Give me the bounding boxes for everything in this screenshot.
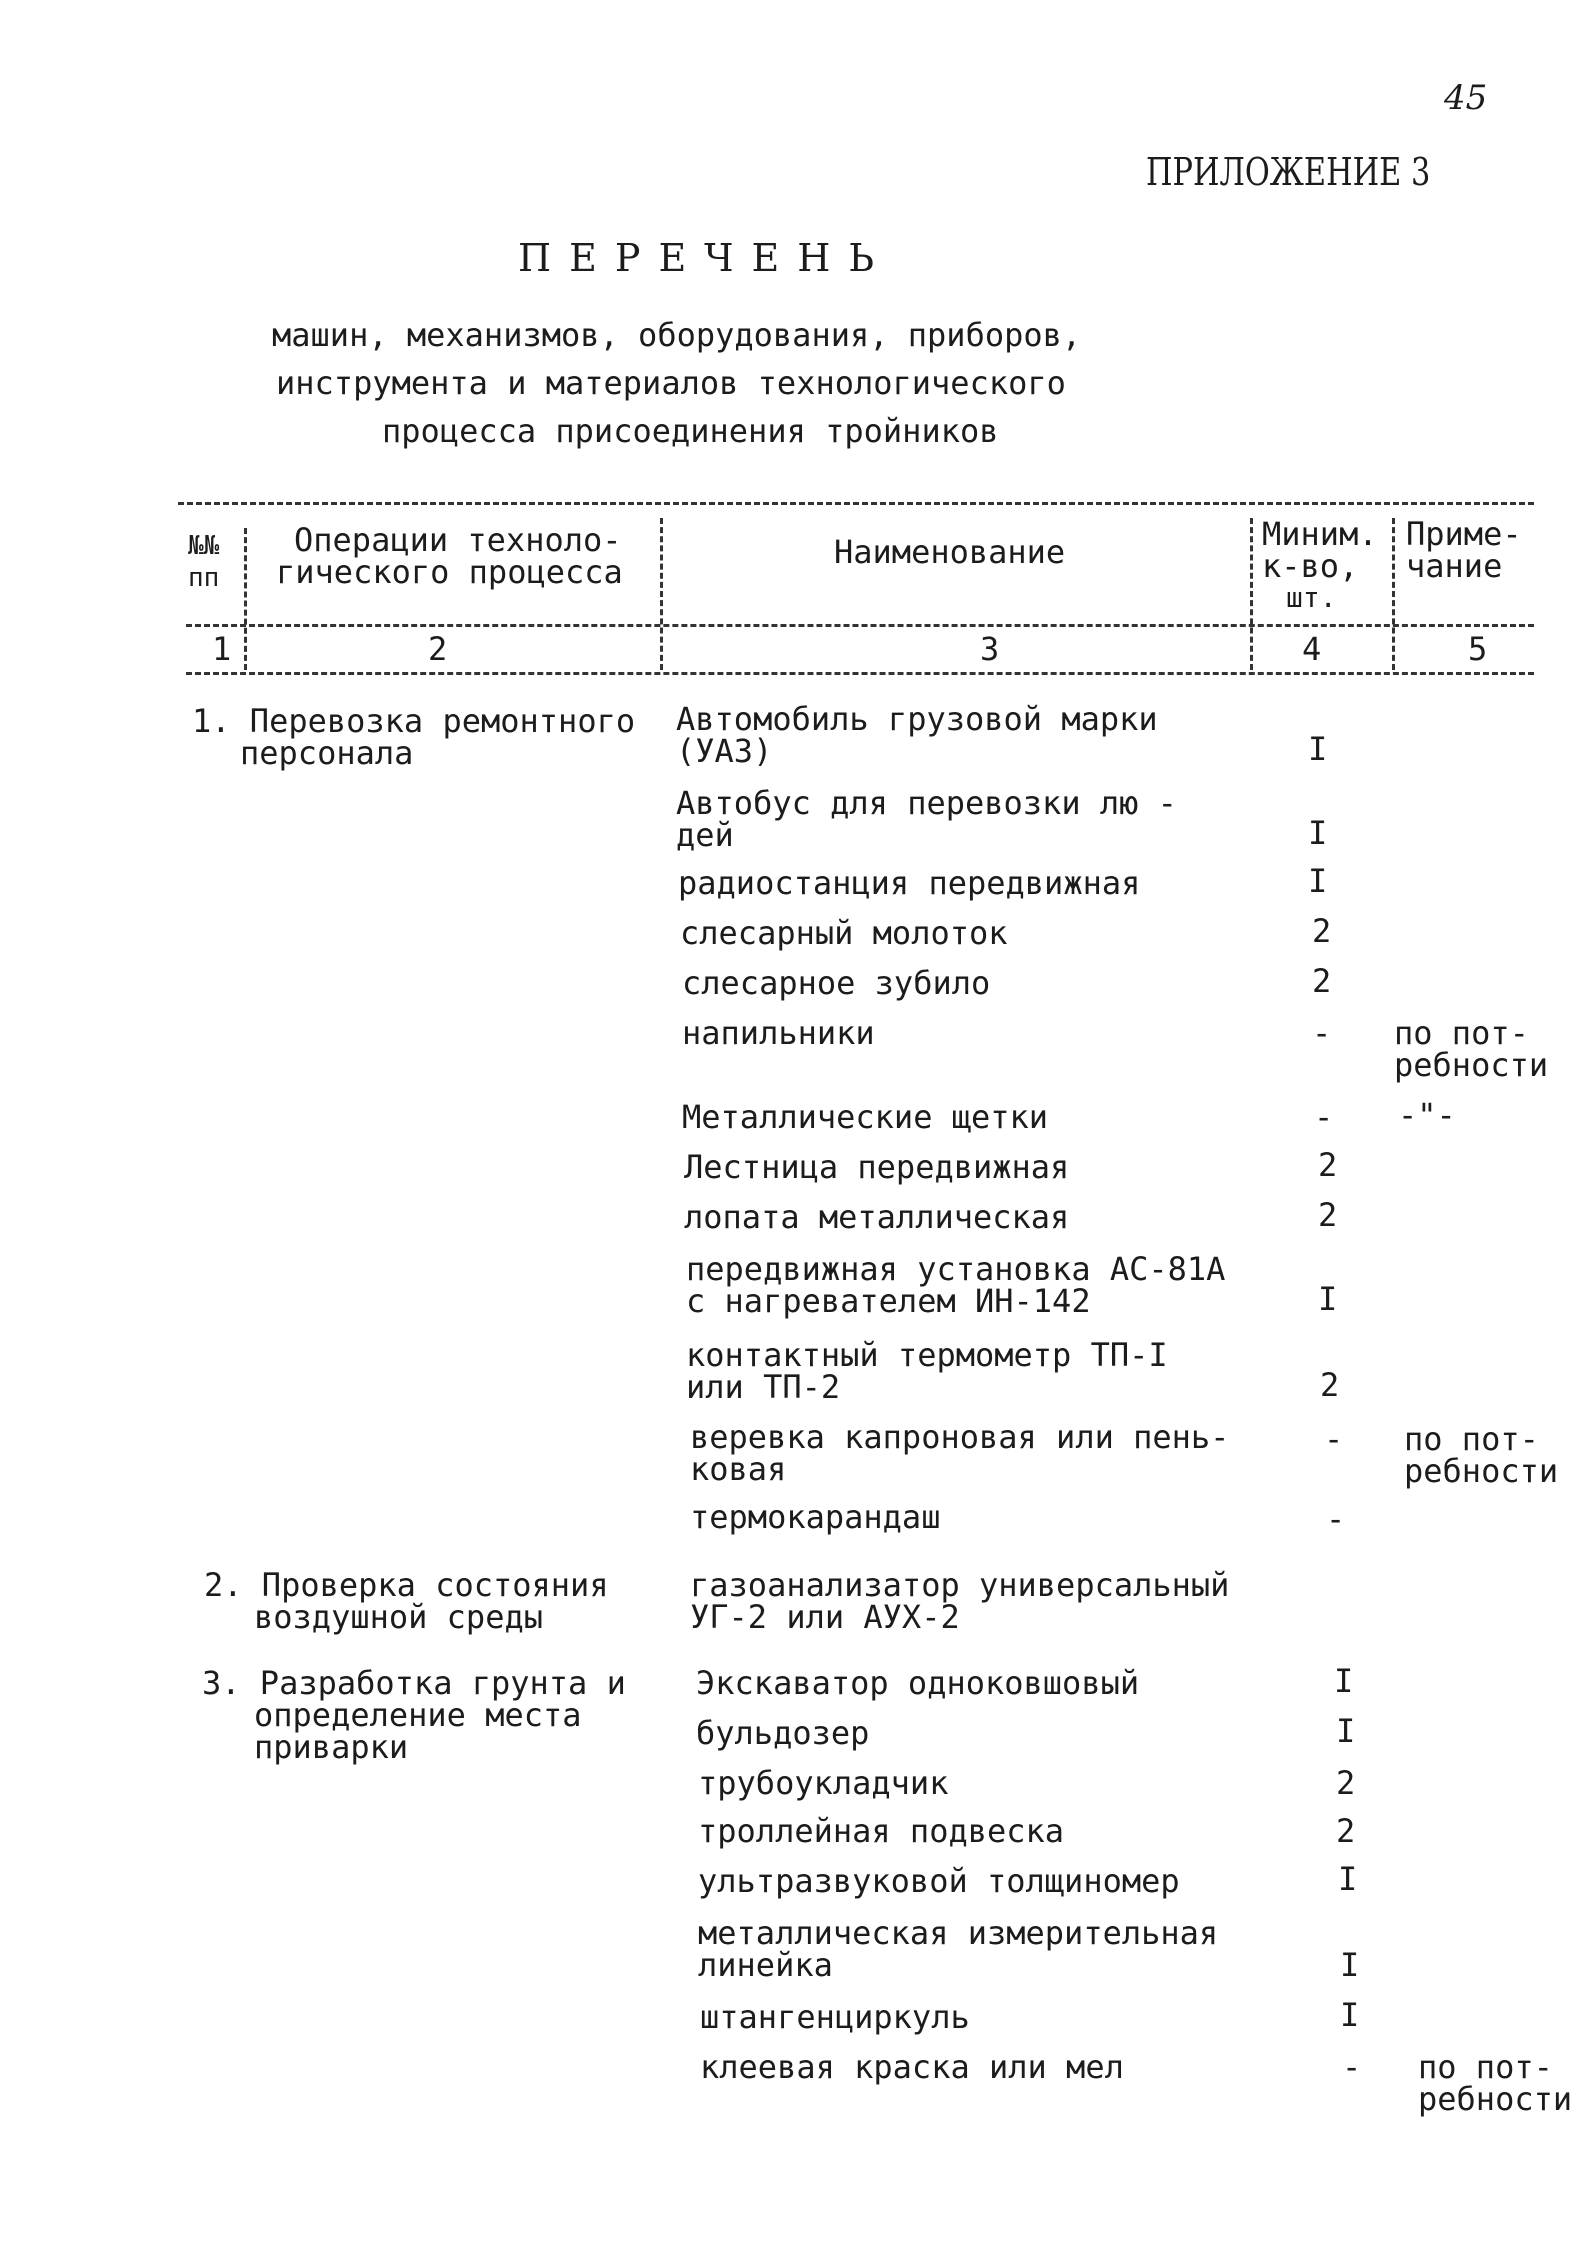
row-22-note-line2: ребности <box>1418 2080 1573 2118</box>
row-6-name: напильники <box>682 1014 875 1052</box>
row-18-name: троллейная подвеска <box>698 1812 1065 1850</box>
header-col4-line1: Миним. <box>1262 515 1378 553</box>
row-16-name: бульдозер <box>696 1714 870 1752</box>
header-col1-line2: пп <box>188 563 220 593</box>
row-16-qty: I <box>1336 1712 1356 1750</box>
document-title: ПЕРЕЧЕНЬ <box>518 236 893 280</box>
row-22-name: клеевая краска или мел <box>700 2048 1124 2086</box>
row-12-name-line1: веревка капроновая или пень- <box>690 1418 1230 1456</box>
header-col5-line2: чание <box>1406 547 1503 585</box>
row-15-qty: I <box>1334 1662 1354 1700</box>
header-col4-line3: шт. <box>1286 581 1337 614</box>
row-2-name-line2: дей <box>676 816 734 854</box>
subtitle-line-1: машин, механизмов, оборудования, приборов, <box>272 316 1082 354</box>
column-number-rule <box>186 672 1534 675</box>
header-col2-line1: Операции техноло- <box>294 521 622 559</box>
row-5-qty: 2 <box>1312 962 1332 1000</box>
row-1-name-line2: (УАЗ) <box>676 732 773 770</box>
row-4-name: слесарный молоток <box>680 914 1008 952</box>
row-22-qty: - <box>1342 2048 1362 2086</box>
row-8-qty: 2 <box>1318 1146 1338 1184</box>
header-divider-rule <box>186 624 1534 627</box>
row-20-name-line1: металлическая измерительная <box>698 1914 1219 1952</box>
column-number-3: 3 <box>980 630 1000 668</box>
row-8-name: Лестница передвижная <box>684 1148 1070 1186</box>
row-6-note-line2: ребности <box>1394 1046 1549 1084</box>
subtitle-line-2: инструмента и материалов технологического <box>276 364 1066 402</box>
row-3-qty: I <box>1308 862 1328 900</box>
header-separator-3 <box>1250 518 1253 670</box>
row-21-name: штангенциркуль <box>700 1998 970 2036</box>
column-number-5: 5 <box>1468 630 1488 668</box>
header-col1-line1: №№ <box>188 531 220 561</box>
header-col3: Наименование <box>834 533 1066 571</box>
row-13-qty: - <box>1326 1500 1346 1538</box>
row-13-name: термокарандаш <box>690 1498 941 1536</box>
row-14-name-line2: УГ-2 или АУХ-2 <box>690 1598 960 1636</box>
operation-3-line2: определение места <box>254 1696 582 1734</box>
header-separator-2 <box>660 518 663 670</box>
row-15-name: Экскаватор одноковшовый <box>696 1664 1140 1702</box>
row-1-qty: I <box>1308 730 1328 768</box>
row-9-qty: 2 <box>1318 1196 1338 1234</box>
operation-1-line2: персонала <box>240 734 414 772</box>
row-22-note-line1: по пот- <box>1418 2048 1553 2086</box>
row-11-qty: 2 <box>1320 1366 1340 1404</box>
row-14-name-line1: газоанализатор универсальный <box>690 1566 1230 1604</box>
row-18-qty: 2 <box>1336 1812 1356 1850</box>
operation-3-line1: 3. Разработка грунта и <box>202 1664 626 1702</box>
row-6-qty: - <box>1312 1014 1332 1052</box>
operation-2-line1: 2. Проверка состояния <box>204 1566 609 1604</box>
row-12-note-line2: ребности <box>1404 1452 1559 1490</box>
row-7-qty: - <box>1314 1098 1334 1136</box>
column-number-4: 4 <box>1302 630 1322 668</box>
row-7-note: -"- <box>1398 1096 1456 1134</box>
row-10-qty: I <box>1318 1280 1338 1318</box>
row-6-note-line1: по пот- <box>1394 1014 1529 1052</box>
page-number: 45 <box>1444 78 1488 118</box>
row-4-qty: 2 <box>1312 912 1332 950</box>
header-separator-4 <box>1392 518 1395 670</box>
row-20-name-line2: линейка <box>698 1946 833 1984</box>
row-20-qty: I <box>1340 1946 1360 1984</box>
header-separator-1 <box>244 528 247 670</box>
row-12-qty: - <box>1324 1420 1344 1458</box>
row-5-name: слесарное зубило <box>682 964 991 1002</box>
row-10-name-line2: с нагревателем ИН-142 <box>686 1282 1091 1320</box>
header-col2-line2: гического процесса <box>276 553 623 591</box>
table-top-rule <box>178 502 1534 505</box>
operation-2-line2: воздушной среды <box>254 1598 543 1636</box>
row-3-name: радиостанция передвижная <box>678 864 1141 902</box>
row-17-qty: 2 <box>1336 1764 1356 1802</box>
row-19-qty: I <box>1338 1860 1358 1898</box>
row-17-name: трубоукладчик <box>698 1764 949 1802</box>
row-2-qty: I <box>1308 814 1328 852</box>
row-12-note-line1: по пот- <box>1404 1420 1539 1458</box>
row-2-name-line1: Автобус для перевозки лю - <box>676 784 1177 822</box>
appendix-label: ПРИЛОЖЕНИЕ 3 <box>1146 150 1431 194</box>
row-12-name-line2: ковая <box>690 1450 787 1488</box>
row-7-name: Металлические щетки <box>682 1098 1049 1136</box>
column-number-2: 2 <box>428 630 448 668</box>
subtitle-line-3: процесса присоединения тройников <box>382 412 999 450</box>
header-col5-line1: Приме- <box>1406 515 1522 553</box>
row-11-name-line2: или ТП-2 <box>686 1368 841 1406</box>
row-10-name-line1: передвижная установка АС-81А <box>686 1250 1226 1288</box>
row-9-name: лопата металлическая <box>684 1198 1070 1236</box>
column-number-1: 1 <box>212 630 232 668</box>
row-11-name-line1: контактный термометр ТП-I <box>686 1336 1168 1374</box>
row-19-name: ультразвуковой толщиномер <box>698 1862 1180 1900</box>
operation-3-line3: приварки <box>254 1728 409 1766</box>
operation-1-line1: 1. Перевозка ремонтного <box>192 702 636 740</box>
row-1-name-line1: Автомобиль грузовой марки <box>676 700 1158 738</box>
header-col4-line2: к-во, <box>1262 547 1359 585</box>
row-21-qty: I <box>1340 1996 1360 2034</box>
